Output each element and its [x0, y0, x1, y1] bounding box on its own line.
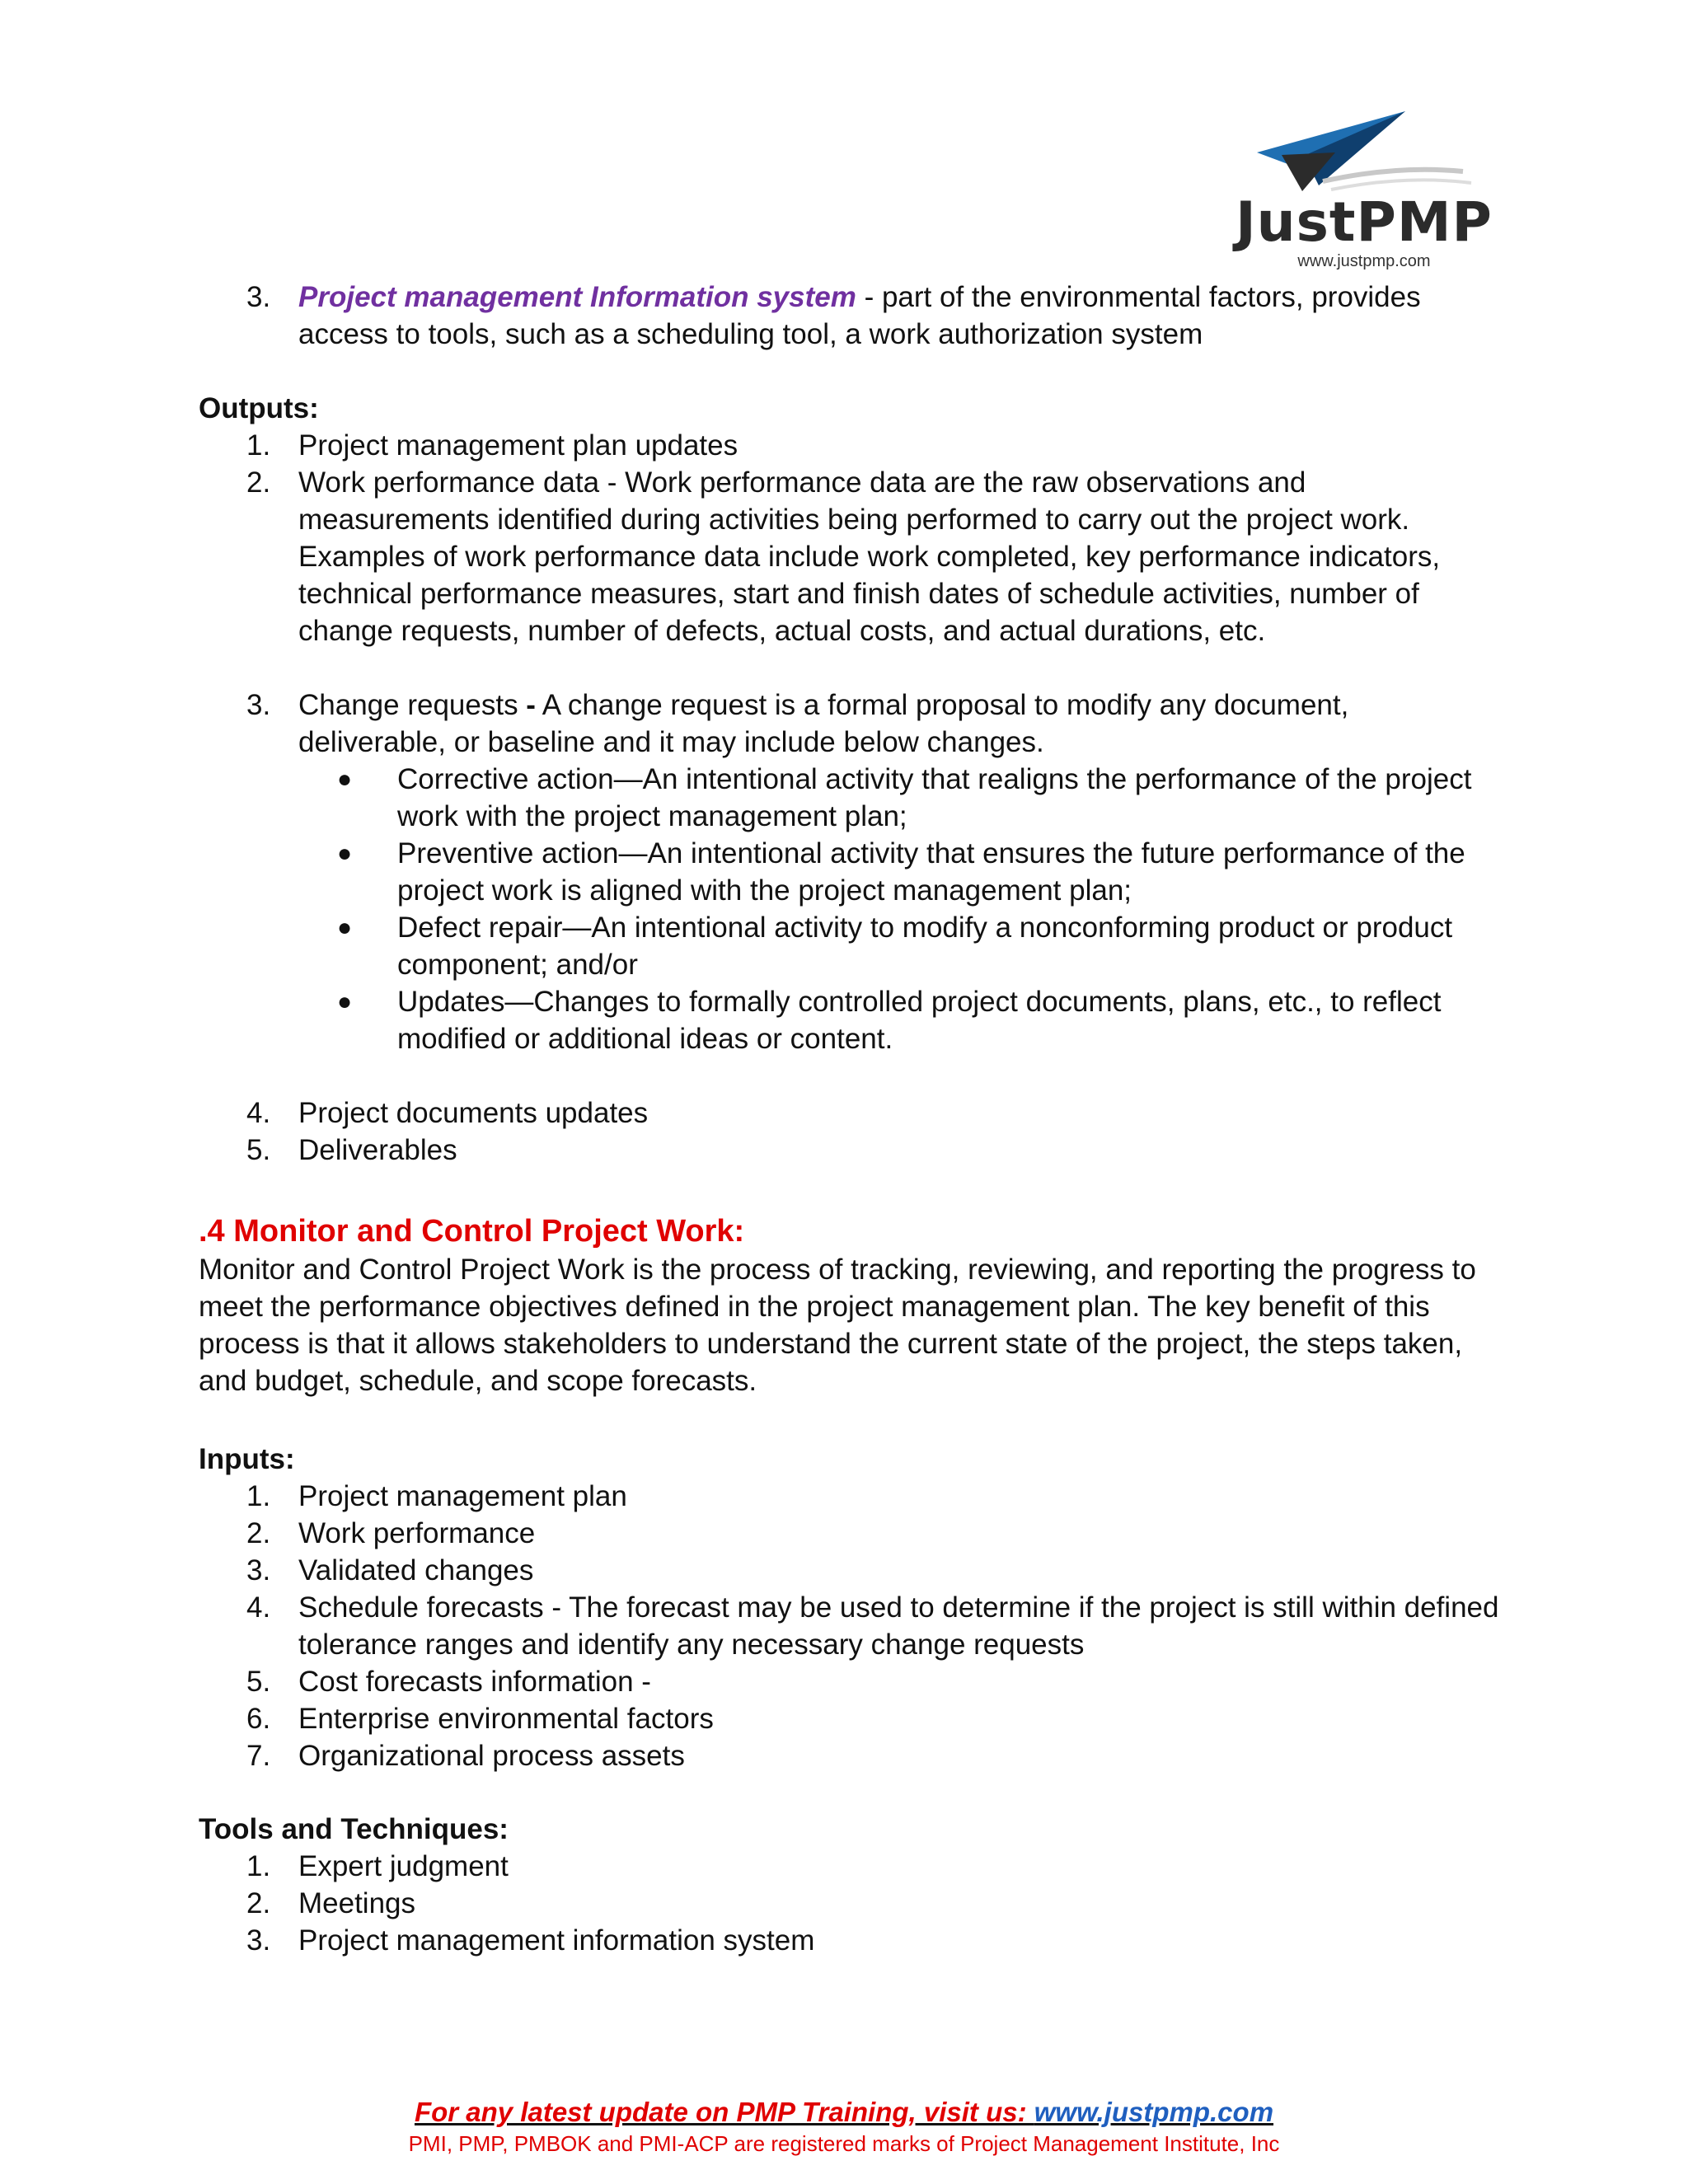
list-text: Work performance	[298, 1517, 536, 1549]
list-number: 2.	[246, 1517, 271, 1549]
list-number: 1.	[246, 1480, 271, 1512]
list-item	[199, 279, 1501, 353]
logo-url: www.justpmp.com	[1297, 252, 1431, 270]
list-item	[199, 1700, 1501, 1737]
bullet-icon: ●	[337, 914, 353, 941]
list-item	[199, 687, 1501, 761]
bullet-item	[199, 761, 1501, 835]
list-text: Organizational process assets	[298, 1740, 685, 1772]
bullet-icon: ●	[337, 988, 353, 1015]
bullet-text: Preventive action—An intentional activity that ensures the future performance of the project work is aligned with the project management plan;	[397, 837, 1465, 907]
list-item	[199, 1663, 1501, 1700]
bullet-icon: ●	[337, 766, 353, 793]
list-text: Schedule forecasts - The forecast may be used to determine if the project is still within defined tolerance ranges and identify any necessary change requests	[298, 1591, 1499, 1661]
list-text: Meetings	[298, 1887, 416, 1919]
list-text: Project management plan	[298, 1480, 627, 1512]
list-text: Expert judgment	[298, 1850, 509, 1882]
tools-section	[199, 1811, 1501, 1959]
list-text: Deliverables	[298, 1134, 457, 1166]
bullet-item	[199, 909, 1501, 983]
footer-promo	[0, 2095, 1688, 2130]
tools-heading: Tools and Techniques:	[199, 1813, 509, 1845]
list-item	[199, 1515, 1501, 1552]
list-item	[199, 1848, 1501, 1885]
list-number: 1.	[246, 1850, 271, 1882]
footer-trademark: PMI, PMP, PMBOK and PMI-ACP are registered marks of Project Management Institute, Inc	[408, 2131, 1280, 2156]
list-item	[199, 1094, 1501, 1132]
bullet-text: Corrective action—An intentional activity that realigns the performance of the project work with the project management plan;	[397, 763, 1472, 832]
outputs-section	[199, 390, 1501, 1169]
list-text: Project management information system	[298, 1924, 815, 1957]
list-text: Enterprise environmental factors	[298, 1703, 714, 1735]
pmis-term: Project management Information system	[298, 281, 856, 313]
list-number: 2.	[246, 466, 271, 499]
section-title: .4 Monitor and Control Project Work:	[199, 1214, 745, 1249]
inputs-section	[199, 1441, 1501, 1774]
list-text: Validated changes	[298, 1554, 534, 1586]
footer-link[interactable]: www.justpmp.com	[1034, 2097, 1274, 2127]
list-number: 3.	[246, 281, 271, 313]
bullet-item	[199, 835, 1501, 909]
list-lead: Change requests	[298, 689, 527, 721]
justpmp-logo	[1232, 107, 1496, 276]
page-footer	[0, 2095, 1688, 2158]
list-number: 4.	[246, 1097, 271, 1129]
outputs-heading: Outputs:	[199, 392, 319, 424]
list-item	[199, 427, 1501, 464]
list-text: Project management plan updates	[298, 429, 738, 462]
bullet-icon: ●	[337, 840, 353, 867]
list-item	[199, 1737, 1501, 1774]
logo-wordmark: JustPMP	[1236, 190, 1493, 254]
list-number: 7.	[246, 1740, 271, 1772]
list-number: 3.	[246, 1924, 271, 1957]
list-number: 1.	[246, 429, 271, 462]
bullet-text: Defect repair—An intentional activity to modify a nonconforming product or product component; and/or	[397, 912, 1453, 981]
list-number: 3.	[246, 1554, 271, 1586]
list-item	[199, 464, 1501, 649]
list-item	[199, 1132, 1501, 1169]
paper-plane-icon	[1232, 107, 1496, 198]
list-text: Project documents updates	[298, 1097, 649, 1129]
list-text: A change request is a formal proposal to modify any document, deliverable, or baseline and it may include below changes.	[298, 689, 1349, 758]
list-number: 5.	[246, 1134, 271, 1166]
list-number: 4.	[246, 1591, 271, 1624]
top-list	[199, 279, 1501, 353]
bullet-item	[199, 983, 1501, 1057]
list-number: 3.	[246, 689, 271, 721]
list-item	[199, 1885, 1501, 1922]
pmis-description: - part of the environmental factors, provides access to tools, such as a scheduling tool, a work authorization system	[298, 281, 1421, 350]
section-intro: Monitor and Control Project Work is the process of tracking, reviewing, and reporting the progress to meet the performance objectives defined in the project management plan. The key benefit of this process is that it allows stakeholders to understand the current state of the project, the steps taken, and budget, schedule, and scope forecasts.	[199, 1254, 1476, 1397]
footer-promo-text: For any latest update on PMP Training, visit us:	[414, 2097, 1034, 2127]
list-number: 2.	[246, 1887, 271, 1919]
list-item	[199, 1922, 1501, 1959]
list-item	[199, 1552, 1501, 1589]
list-text: Cost forecasts information -	[298, 1666, 651, 1698]
list-number: 6.	[246, 1703, 271, 1735]
monitor-control-section	[199, 1212, 1501, 1399]
inputs-heading: Inputs:	[199, 1443, 295, 1475]
list-item	[199, 1478, 1501, 1515]
list-dash: -	[526, 689, 536, 721]
list-text: Work performance data - Work performance data are the raw observations and measurements identified during activities being performed to carry out the project work. Examples of work performance data include work completed, key performance indicators, technical performance measures, start and finish dates of schedule activities, number of change requests, number of defects, actual costs, and actual durations, etc.	[298, 466, 1441, 647]
list-number: 5.	[246, 1666, 271, 1698]
list-item	[199, 1589, 1501, 1663]
bullet-text: Updates—Changes to formally controlled project documents, plans, etc., to reflect modified or additional ideas or content.	[397, 986, 1442, 1055]
